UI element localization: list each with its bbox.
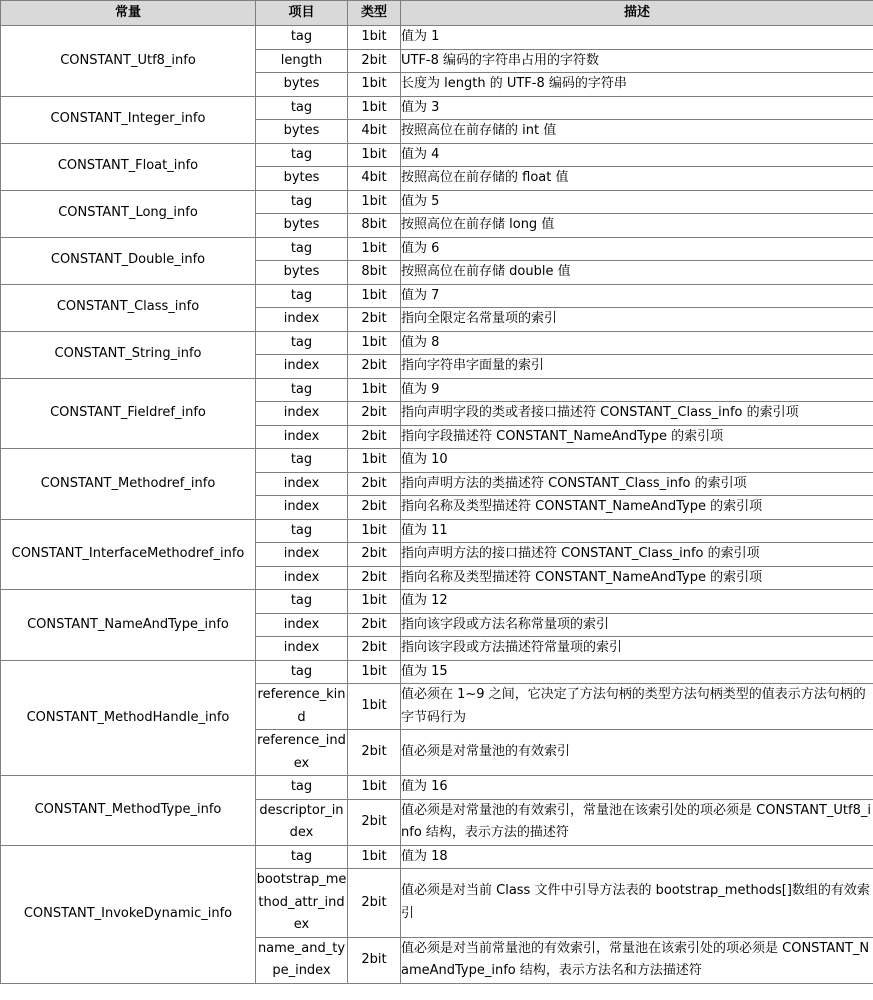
constant-name: CONSTANT_MethodHandle_info [1, 660, 256, 776]
item-cell: bytes [256, 261, 348, 285]
header-description: 描述 [401, 1, 873, 26]
item-cell: bootstrap_method_attr_index [256, 869, 348, 938]
constant-name: CONSTANT_Long_info [1, 190, 256, 237]
item-cell: tag [256, 378, 348, 402]
item-cell: descriptor_index [256, 799, 348, 845]
constant-name: CONSTANT_Utf8_info [1, 26, 256, 97]
desc-cell: 值为 3 [401, 96, 873, 120]
type-cell: 2bit [348, 543, 401, 567]
item-cell: bytes [256, 73, 348, 97]
item-cell: index [256, 543, 348, 567]
type-cell: 4bit [348, 120, 401, 144]
type-cell: 2bit [348, 869, 401, 938]
item-cell: tag [256, 331, 348, 355]
table-row [1, 96, 873, 120]
item-cell: index [256, 566, 348, 590]
constant-name: CONSTANT_InterfaceMethodref_info [1, 519, 256, 590]
table-body [1, 26, 873, 984]
desc-cell: 指向声明字段的类或者接口描述符 CONSTANT_Class_info 的索引项 [401, 402, 873, 426]
desc-cell: 值为 10 [401, 449, 873, 473]
desc-cell: 指向全限定名常量项的索引 [401, 308, 873, 332]
desc-cell: 值为 8 [401, 331, 873, 355]
type-cell: 2bit [348, 425, 401, 449]
desc-cell: 按照高位在前存储的 int 值 [401, 120, 873, 144]
constant-name: CONSTANT_Double_info [1, 237, 256, 284]
type-cell: 2bit [348, 730, 401, 776]
desc-cell: 值必须是对当前常量池的有效索引，常量池在该索引处的项必须是 CONSTANT_NameAndType_info 结构，表示方法名和方法描述符 [401, 937, 873, 983]
type-cell: 2bit [348, 799, 401, 845]
type-cell: 1bit [348, 143, 401, 167]
desc-cell: 值为 6 [401, 237, 873, 261]
type-cell: 1bit [348, 190, 401, 214]
item-cell: bytes [256, 214, 348, 238]
item-cell: tag [256, 143, 348, 167]
item-cell: tag [256, 449, 348, 473]
item-cell: index [256, 637, 348, 661]
type-cell: 2bit [348, 472, 401, 496]
type-cell: 1bit [348, 26, 401, 50]
desc-cell: 值必须是对常量池的有效索引，常量池在该索引处的项必须是 CONSTANT_Utf8_info 结构，表示方法的描述符 [401, 799, 873, 845]
desc-cell: 值为 1 [401, 26, 873, 50]
item-cell: tag [256, 237, 348, 261]
table-row [1, 26, 873, 50]
item-cell: index [256, 308, 348, 332]
item-cell: tag [256, 845, 348, 869]
type-cell: 1bit [348, 96, 401, 120]
desc-cell: 值必须是对当前 Class 文件中引导方法表的 bootstrap_methods[]数组的有效索引 [401, 869, 873, 938]
header-type: 类型 [348, 1, 401, 26]
desc-cell: 值为 5 [401, 190, 873, 214]
item-cell: reference_kind [256, 684, 348, 730]
type-cell: 1bit [348, 284, 401, 308]
constant-name: CONSTANT_String_info [1, 331, 256, 378]
type-cell: 1bit [348, 237, 401, 261]
desc-cell: 值为 9 [401, 378, 873, 402]
item-cell: name_and_type_index [256, 937, 348, 983]
type-cell: 2bit [348, 49, 401, 73]
desc-cell: 按照高位在前存储 double 值 [401, 261, 873, 285]
desc-cell: 值为 15 [401, 660, 873, 684]
table-row [1, 660, 873, 684]
constant-name: CONSTANT_InvokeDynamic_info [1, 845, 256, 983]
constant-name: CONSTANT_NameAndType_info [1, 590, 256, 661]
type-cell: 2bit [348, 566, 401, 590]
table-row [1, 190, 873, 214]
desc-cell: 指向该字段或方法名称常量项的索引 [401, 613, 873, 637]
type-cell: 2bit [348, 355, 401, 379]
type-cell: 1bit [348, 590, 401, 614]
type-cell: 2bit [348, 613, 401, 637]
type-cell: 2bit [348, 308, 401, 332]
item-cell: bytes [256, 120, 348, 144]
type-cell: 1bit [348, 73, 401, 97]
type-cell: 1bit [348, 845, 401, 869]
item-cell: tag [256, 96, 348, 120]
type-cell: 2bit [348, 937, 401, 983]
item-cell: length [256, 49, 348, 73]
desc-cell: 长度为 length 的 UTF-8 编码的字符串 [401, 73, 873, 97]
type-cell: 4bit [348, 167, 401, 191]
table-row [1, 449, 873, 473]
desc-cell: UTF-8 编码的字符串占用的字符数 [401, 49, 873, 73]
item-cell: index [256, 613, 348, 637]
table-row [1, 331, 873, 355]
desc-cell: 按照高位在前存储的 float 值 [401, 167, 873, 191]
type-cell: 1bit [348, 449, 401, 473]
type-cell: 1bit [348, 519, 401, 543]
constant-name: CONSTANT_Integer_info [1, 96, 256, 143]
table-row [1, 143, 873, 167]
constant-name: CONSTANT_MethodType_info [1, 776, 256, 846]
type-cell: 1bit [348, 378, 401, 402]
desc-cell: 指向字段描述符 CONSTANT_NameAndType 的索引项 [401, 425, 873, 449]
table-row [1, 284, 873, 308]
item-cell: tag [256, 190, 348, 214]
desc-cell: 指向名称及类型描述符 CONSTANT_NameAndType 的索引项 [401, 496, 873, 520]
constant-name: CONSTANT_Methodref_info [1, 449, 256, 520]
type-cell: 8bit [348, 261, 401, 285]
header-item: 项目 [256, 1, 348, 26]
desc-cell: 值为 12 [401, 590, 873, 614]
item-cell: index [256, 355, 348, 379]
desc-cell: 值必须在 1~9 之间，它决定了方法句柄的类型方法句柄类型的值表示方法句柄的字节码行为 [401, 684, 873, 730]
table-row [1, 237, 873, 261]
desc-cell: 指向该字段或方法描述符常量项的索引 [401, 637, 873, 661]
desc-cell: 指向声明方法的类描述符 CONSTANT_Class_info 的索引项 [401, 472, 873, 496]
desc-cell: 指向声明方法的接口描述符 CONSTANT_Class_info 的索引项 [401, 543, 873, 567]
type-cell: 1bit [348, 660, 401, 684]
item-cell: tag [256, 284, 348, 308]
item-cell: index [256, 472, 348, 496]
item-cell: tag [256, 660, 348, 684]
item-cell: tag [256, 519, 348, 543]
type-cell: 1bit [348, 684, 401, 730]
desc-cell: 指向名称及类型描述符 CONSTANT_NameAndType 的索引项 [401, 566, 873, 590]
type-cell: 2bit [348, 496, 401, 520]
desc-cell: 值为 18 [401, 845, 873, 869]
desc-cell: 值为 7 [401, 284, 873, 308]
desc-cell: 按照高位在前存储 long 值 [401, 214, 873, 238]
type-cell: 1bit [348, 331, 401, 355]
item-cell: index [256, 402, 348, 426]
item-cell: tag [256, 26, 348, 50]
header-constant: 常量 [1, 1, 256, 26]
type-cell: 2bit [348, 402, 401, 426]
type-cell: 1bit [348, 776, 401, 800]
table-row [1, 378, 873, 402]
table-row [1, 519, 873, 543]
desc-cell: 指向字符串字面量的索引 [401, 355, 873, 379]
desc-cell: 值必须是对常量池的有效索引 [401, 730, 873, 776]
item-cell: tag [256, 590, 348, 614]
desc-cell: 值为 16 [401, 776, 873, 800]
type-cell: 2bit [348, 637, 401, 661]
header-row [1, 1, 873, 26]
desc-cell: 值为 11 [401, 519, 873, 543]
item-cell: index [256, 425, 348, 449]
table-row [1, 590, 873, 614]
table-row [1, 845, 873, 869]
item-cell: bytes [256, 167, 348, 191]
item-cell: reference_index [256, 730, 348, 776]
constant-name: CONSTANT_Class_info [1, 284, 256, 331]
table-row [1, 776, 873, 800]
type-cell: 8bit [348, 214, 401, 238]
item-cell: index [256, 496, 348, 520]
constant-name: CONSTANT_Fieldref_info [1, 378, 256, 449]
desc-cell: 值为 4 [401, 143, 873, 167]
constant-name: CONSTANT_Float_info [1, 143, 256, 190]
item-cell: tag [256, 776, 348, 800]
